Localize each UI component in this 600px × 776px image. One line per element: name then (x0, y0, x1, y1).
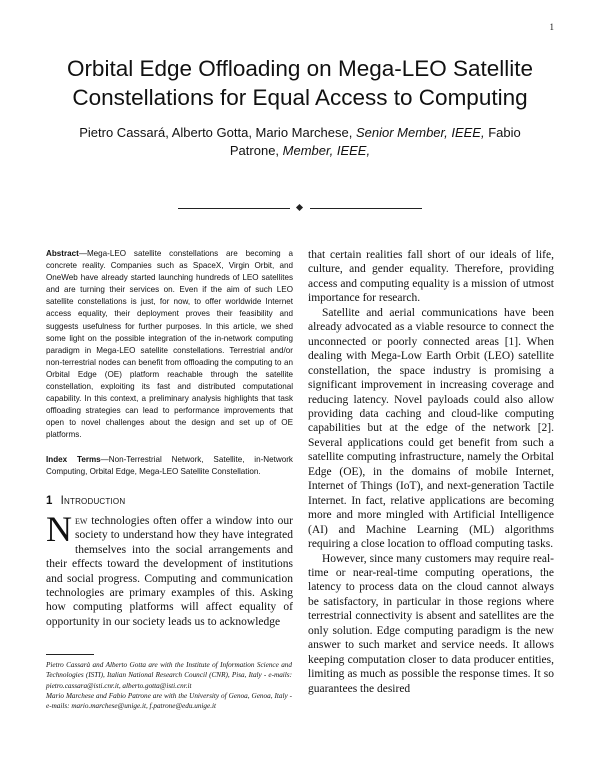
intro-paragraph (46, 508, 293, 630)
footnote (46, 660, 292, 711)
abstract (46, 248, 293, 442)
author-names-1: Pietro Cassará, Alberto Gotta, Mario Marchese, (79, 125, 353, 140)
footnote-affiliation-2: Mario Marchese and Fabio Patrone are with the University of Genoa, Genoa, Italy - e-mails: mario.marchese@unige.it, f.patrone@edu.unige.it (46, 691, 292, 711)
abstract-label: Abstract (46, 249, 79, 258)
index-terms-text: —Non-Terrestrial Network, Satellite, in-Network Computing, Orbital Edge, Mega-LEO Satellite Constellation. (46, 454, 293, 476)
author-names-2: Fabio Patrone, (229, 125, 521, 158)
right-column (308, 248, 554, 696)
page-number: 1 (549, 22, 554, 32)
section-heading (46, 495, 293, 507)
author-role-1: Senior Member, IEEE, (355, 125, 485, 140)
author-list (60, 124, 540, 160)
intro-lead: ew (75, 514, 88, 527)
footnote-affiliation-1: Pietro Cassarà and Alberto Gotta are with the Institute of Information Science and Technologies (ISTI), Italian National Research Council (CNR), Pisa, Italy - e-mails: pietro.cassara@isti.cnr.it, alberto.gotta@isti.cnr.it (46, 661, 292, 690)
section-number: 1 (46, 494, 53, 507)
intro-text: technologies often offer a window into our society to understand how they have integrated themselves into the social arrangements and their effects toward the development of institutions and social progress. Computing and communication technologies are primary examples of this. Asking how computing platforms will affect equality of opportunity in our society leads us to acknowledge (46, 514, 293, 628)
author-role-2: Member, IEEE, (282, 143, 371, 158)
title-divider (178, 204, 422, 214)
drop-cap: N (46, 508, 72, 549)
paragraph-2: Satellite and aerial communications have been already advocated as a viable resource to connect the unconnected or poorly connected areas [1]. When dealing with Mega-Low Earth Orbit (LEO) satellite constellation, the space industry is promising a significant improvement in increasing coverage and reducing latency. Novel payloads could also allow providing data caching and cloud-like computing capabilities but at the edge of the network [2]. Several applications could get benefit from such a satellite computing infrastructure, namely the Orbital Edge (OE), in the domains of mobile Internet, Internet of Things (IoT), and next-generation Tactile Internet. In fact, relative applications are becoming more and more mingled with Artificial Intelligence (AI) and Machine Learning (ML) algorithms requiring a close location to offload computing tasks. (308, 306, 554, 551)
divider-line-left (178, 208, 290, 209)
paper-title: Orbital Edge Offloading on Mega-LEO Satellite Constellations for Equal Access to Computing (66, 56, 534, 110)
paragraph-3: However, since many customers may require real-time or near-real-time computing operations, the latency to process data on the cloud cannot always be satisfactory, in particular in those regions where terrestrial connectivity is absent and satellites are the only solution. Edge computing paradigm is the new answer to such market and service needs. It allows keeping computation closer to data producer entities, limiting as much as possible the response times. It so guarantees the desired (308, 552, 554, 695)
left-column (46, 248, 293, 629)
continuation-paragraph: that certain realities fall short of our ideals of life, culture, and gender equality. Therefore, providing access and computing equality is a mission of utmost importance for research. (308, 249, 554, 305)
abstract-text: —Mega-LEO satellite constellations are becoming a concrete reality. Companies such as SpaceX, Virgin Orbit, and OneWeb have already started launching hundreds of LEO satellites and are turning their services on. Even if the aim of such LEO satellite constellations is just, for now, to offer worldwide Internet access equality, their deployment proves their feasibility and suggests usefulness for further purposes. In this article, we shed some light on the possible integration of the in-network computing paradigm in Mega-LEO satellite constellations. Terrestrial and/or non-terrestrial nodes can benefit from offloading the computing to an Orbital Edge (OE) platform reachable through the satellite constellation, exploiting its fast and distributed computational capability. In this context, a preliminary analysis highlights that task offloading strategies can lead to performance improvements that open to novel challenges about the design and set up of OE platforms. (46, 249, 293, 440)
divider-line-right (310, 208, 422, 209)
section-title: Introduction (60, 494, 126, 507)
index-terms (46, 454, 293, 478)
diamond-icon (296, 204, 303, 211)
footnote-rule (46, 654, 94, 655)
index-terms-label: Index Terms (46, 454, 101, 464)
